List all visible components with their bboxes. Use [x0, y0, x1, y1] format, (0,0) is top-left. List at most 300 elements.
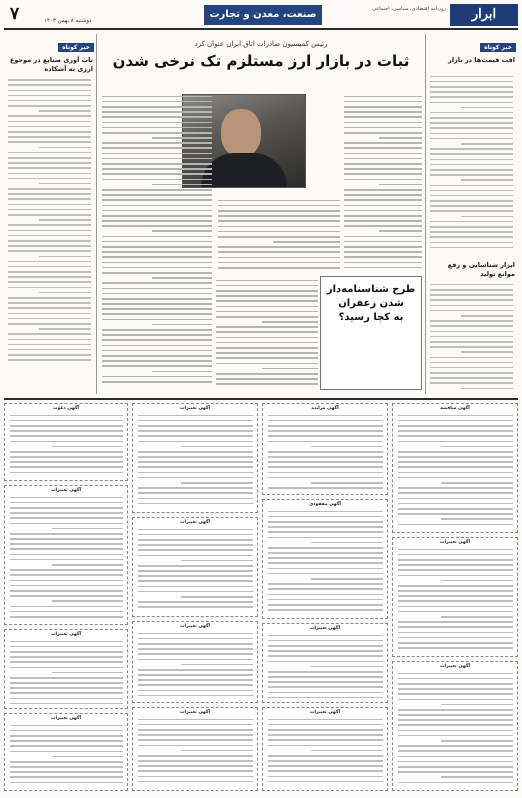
text-line [102, 246, 212, 248]
text-line [216, 357, 318, 359]
text-line [398, 559, 513, 561]
text-line [461, 388, 513, 390]
text-line [344, 215, 422, 217]
text-line [268, 588, 383, 590]
secondary-story-title [321, 283, 421, 325]
text-line [398, 590, 513, 592]
text-line [398, 683, 513, 685]
text-line [102, 158, 212, 160]
text-line [138, 580, 253, 582]
section-divider [4, 398, 518, 400]
text-line [216, 306, 318, 308]
text-line [138, 695, 253, 697]
text-line [138, 669, 253, 671]
text-line [138, 420, 253, 422]
text-line [268, 441, 383, 443]
text-line [138, 466, 253, 468]
notice-11[interactable] [262, 707, 388, 791]
text-line [344, 163, 422, 165]
text-line [216, 373, 318, 375]
right-column-second-title[interactable]: ابزار شناسایی و رفع موانع تولید [447, 260, 515, 278]
text-line [8, 152, 91, 154]
text-line [102, 173, 212, 175]
text-line [102, 205, 212, 207]
text-line [398, 750, 513, 752]
text-line [268, 635, 383, 637]
text-line [10, 441, 123, 443]
text-line [8, 323, 91, 325]
text-line [268, 435, 383, 437]
text-line [441, 776, 513, 778]
text-line [102, 132, 212, 134]
text-line [39, 183, 91, 185]
notice-title: آگهی تغییرات [50, 716, 82, 721]
right-column-body [429, 67, 515, 257]
text-line [441, 580, 513, 582]
notice-10[interactable] [262, 623, 388, 703]
text-line [10, 430, 123, 432]
text-line [10, 735, 123, 737]
text-line [344, 256, 422, 258]
text-line [138, 430, 253, 432]
text-line [10, 698, 123, 700]
text-line [10, 538, 123, 540]
text-line [102, 179, 212, 181]
text-line [344, 147, 422, 149]
text-line [102, 256, 212, 258]
text-line [138, 591, 253, 593]
main-story-body [100, 92, 422, 392]
text-line [344, 210, 422, 212]
text-line [10, 687, 123, 689]
text-line [398, 688, 513, 690]
text-line [268, 425, 383, 427]
text-line [430, 205, 513, 207]
text-line [398, 632, 513, 634]
text-line [398, 699, 513, 701]
text-line [10, 766, 123, 768]
text-line [181, 596, 253, 598]
text-line [344, 194, 422, 196]
text-line [268, 420, 383, 422]
notice-15[interactable] [4, 713, 128, 791]
text-line [138, 451, 253, 453]
text-line [268, 477, 383, 479]
text-line [398, 508, 513, 510]
text-line [430, 367, 513, 369]
text-line [268, 745, 383, 747]
text-line [10, 574, 123, 576]
text-line [218, 231, 340, 233]
text-line [268, 526, 383, 528]
text-line [102, 376, 212, 378]
text-line [138, 575, 253, 577]
text-line [102, 101, 212, 103]
text-line [52, 564, 123, 566]
text-line [268, 724, 383, 726]
text-line [8, 318, 91, 320]
text-line [430, 200, 513, 202]
text-line [138, 461, 253, 463]
text-line [344, 127, 422, 129]
text-line [430, 133, 513, 135]
text-line [398, 771, 513, 773]
text-line [430, 81, 513, 83]
text-line [268, 640, 383, 642]
text-line [268, 547, 383, 549]
text-line [398, 714, 513, 716]
text-line [10, 415, 123, 417]
right-column-title[interactable]: افت قیمت‌ها در بازار [448, 56, 515, 64]
text-line [8, 167, 91, 169]
text-line [138, 601, 253, 603]
text-line [441, 518, 513, 520]
text-line [268, 557, 383, 559]
left-column-title[interactable]: تاب آوری صنایع در موجوع ارزی به آشکاده [9, 56, 93, 73]
text-line [138, 724, 253, 726]
text-line [430, 148, 513, 150]
text-line [8, 339, 91, 341]
text-line [138, 679, 253, 681]
text-line [344, 225, 422, 227]
text-line [138, 760, 253, 762]
text-line [8, 115, 91, 117]
text-line [10, 548, 123, 550]
text-line [102, 313, 212, 315]
text-line [344, 251, 422, 253]
text-line [39, 219, 91, 221]
text-line [138, 425, 253, 427]
text-line [398, 709, 513, 711]
notice-7[interactable] [132, 517, 258, 617]
text-line [52, 756, 123, 758]
text-line [10, 569, 123, 571]
text-line [10, 472, 123, 474]
text-line [102, 220, 212, 222]
text-line [430, 294, 513, 296]
text-line [268, 734, 383, 736]
text-line [344, 220, 422, 222]
text-line [8, 131, 91, 133]
text-line [8, 287, 91, 289]
text-line [10, 641, 123, 643]
text-line [398, 756, 513, 758]
text-line [10, 420, 123, 422]
text-line [8, 297, 91, 299]
text-line [430, 91, 513, 93]
text-line [102, 355, 212, 357]
notice-2[interactable] [262, 403, 388, 495]
text-line [216, 295, 318, 297]
text-line [10, 761, 123, 763]
text-line [138, 472, 253, 474]
text-line [138, 555, 253, 557]
text-line [102, 262, 212, 264]
text-line [216, 316, 318, 318]
text-line [102, 251, 212, 253]
text-line [138, 529, 253, 531]
text-line [138, 659, 253, 661]
text-line [152, 230, 213, 232]
text-line [430, 299, 513, 301]
text-line [398, 435, 513, 437]
text-line [398, 693, 513, 695]
text-line [102, 163, 212, 165]
text-line [8, 173, 91, 175]
main-story-kicker: رئیس کمیسیون صادرات اتاق ایران عنوان کرد [194, 40, 328, 48]
notice-title: آگهی مزایده [311, 406, 339, 411]
text-line [398, 606, 513, 608]
text-line [102, 225, 212, 227]
text-line [152, 324, 213, 326]
text-line [102, 298, 212, 300]
text-line [268, 511, 383, 513]
text-line [138, 739, 253, 741]
notice-8[interactable] [4, 485, 128, 625]
text-line [138, 684, 253, 686]
text-line [8, 90, 91, 92]
text-line [8, 302, 91, 304]
header-date: دوشنبه ۸ بهمن ۱۴۰۳ [44, 18, 92, 24]
notice-13[interactable] [132, 707, 258, 791]
text-line [8, 204, 91, 206]
text-line [430, 153, 513, 155]
text-line [138, 586, 253, 588]
text-line [218, 262, 340, 264]
text-line [268, 760, 383, 762]
text-line [268, 415, 383, 417]
text-line [8, 354, 91, 356]
section-banner: صنعت، معدن و تجارت [204, 5, 322, 25]
text-line [10, 590, 123, 592]
photo-face [221, 109, 261, 157]
text-line [102, 106, 212, 108]
text-line [398, 761, 513, 763]
text-line [430, 138, 513, 140]
main-story-text-column [344, 92, 422, 272]
left-column-body [7, 76, 93, 376]
text-line [268, 430, 383, 432]
text-line [102, 215, 212, 217]
text-line [430, 210, 513, 212]
text-line [430, 174, 513, 176]
text-line [398, 626, 513, 628]
text-line [8, 307, 91, 309]
text-line [430, 76, 513, 78]
text-line [268, 599, 383, 601]
text-line [10, 682, 123, 684]
notice-14[interactable] [4, 629, 128, 709]
text-line [138, 477, 253, 479]
text-line [268, 765, 383, 767]
text-line [268, 466, 383, 468]
text-line [8, 333, 91, 335]
text-line [398, 451, 513, 453]
text-line [268, 776, 383, 778]
text-line [102, 303, 212, 305]
text-line [268, 583, 383, 585]
text-line [344, 189, 422, 191]
text-line [138, 549, 253, 551]
text-line [311, 446, 383, 448]
notice-title: آگهی دعوت [53, 406, 79, 411]
text-line [138, 729, 253, 731]
text-line [138, 498, 253, 500]
text-line [268, 755, 383, 757]
text-line [441, 704, 513, 706]
secondary-story-box[interactable] [320, 276, 422, 390]
text-line [138, 544, 253, 546]
text-line [10, 656, 123, 658]
notice-12[interactable] [132, 621, 258, 703]
text-line [152, 277, 213, 279]
text-line [430, 284, 513, 286]
text-line [138, 415, 253, 417]
text-line [10, 554, 123, 556]
notice-1[interactable] [392, 403, 518, 533]
text-line [398, 782, 513, 784]
text-line [138, 633, 253, 635]
text-line [218, 251, 340, 253]
text-line [10, 703, 123, 705]
text-line [10, 677, 123, 679]
text-line [102, 116, 212, 118]
text-line [441, 616, 513, 618]
text-line [268, 770, 383, 772]
text-line [344, 199, 422, 201]
text-line [430, 169, 513, 171]
main-story-headline[interactable]: ثبات در بازار ارز مستلزم تک نرخی شدن [112, 52, 410, 70]
text-line [8, 261, 91, 263]
text-line [138, 539, 253, 541]
notice-6[interactable] [262, 499, 388, 619]
text-line [216, 337, 318, 339]
text-line [152, 137, 213, 139]
text-line [268, 562, 383, 564]
notice-title: آگهی مفقودی [309, 502, 341, 507]
text-line [268, 521, 383, 523]
text-line [218, 267, 340, 269]
text-line [10, 507, 123, 509]
text-line [8, 359, 91, 361]
text-line [430, 331, 513, 333]
text-line [102, 142, 212, 144]
text-line [10, 745, 123, 747]
text-line [441, 740, 513, 742]
text-line [218, 205, 340, 207]
notice-title: آگهی تغییرات [309, 626, 341, 631]
text-line [398, 492, 513, 494]
text-line [430, 127, 513, 129]
text-line [102, 329, 212, 331]
notice-5[interactable] [392, 537, 518, 657]
text-line [8, 281, 91, 283]
text-line [398, 420, 513, 422]
text-line [430, 185, 513, 187]
text-line [461, 216, 513, 218]
text-line [268, 472, 383, 474]
text-line [379, 184, 422, 186]
text-line [8, 95, 91, 97]
main-story [100, 34, 422, 394]
text-line [216, 290, 318, 292]
notice-4[interactable] [4, 403, 128, 481]
text-line [344, 236, 422, 238]
text-line [398, 621, 513, 623]
text-line [10, 523, 123, 525]
text-line [8, 266, 91, 268]
text-line [8, 344, 91, 346]
text-line [138, 776, 253, 778]
text-line [218, 200, 340, 202]
text-line [398, 524, 513, 526]
text-line [10, 782, 123, 784]
main-story-text-column [216, 276, 318, 388]
text-line [268, 531, 383, 533]
text-line [311, 542, 383, 544]
text-line [216, 378, 318, 380]
text-line [344, 158, 422, 160]
text-line [102, 241, 212, 243]
text-line [138, 570, 253, 572]
text-line [10, 692, 123, 694]
text-line [218, 246, 340, 248]
text-line [268, 697, 383, 699]
text-line [430, 377, 513, 379]
text-line [268, 676, 383, 678]
text-line [102, 168, 212, 170]
text-line [8, 121, 91, 123]
notice-9[interactable] [392, 661, 518, 791]
text-line [8, 84, 91, 86]
text-line [181, 560, 253, 562]
text-line [311, 482, 383, 484]
text-line [8, 224, 91, 226]
text-line [10, 611, 123, 613]
text-line [181, 446, 253, 448]
text-line [344, 132, 422, 134]
text-line [398, 585, 513, 587]
text-line [10, 456, 123, 458]
newspaper-logo[interactable]: ابرار [450, 4, 518, 26]
text-line [10, 559, 123, 561]
text-line [102, 288, 212, 290]
text-line [138, 534, 253, 536]
text-line [10, 595, 123, 597]
text-line [10, 451, 123, 453]
text-line [430, 112, 513, 114]
text-line [398, 487, 513, 489]
text-line [430, 164, 513, 166]
text-line [430, 226, 513, 228]
text-line [8, 141, 91, 143]
text-line [268, 594, 383, 596]
text-line [10, 425, 123, 427]
text-line [10, 646, 123, 648]
text-line [268, 686, 383, 688]
text-line [138, 565, 253, 567]
text-line [10, 730, 123, 732]
text-line [10, 461, 123, 463]
photo-suit [201, 153, 287, 187]
text-line [398, 503, 513, 505]
text-line [102, 96, 212, 98]
text-line [138, 734, 253, 736]
text-line [268, 552, 383, 554]
text-line [398, 678, 513, 680]
text-line [102, 111, 212, 113]
notice-3[interactable] [132, 403, 258, 513]
